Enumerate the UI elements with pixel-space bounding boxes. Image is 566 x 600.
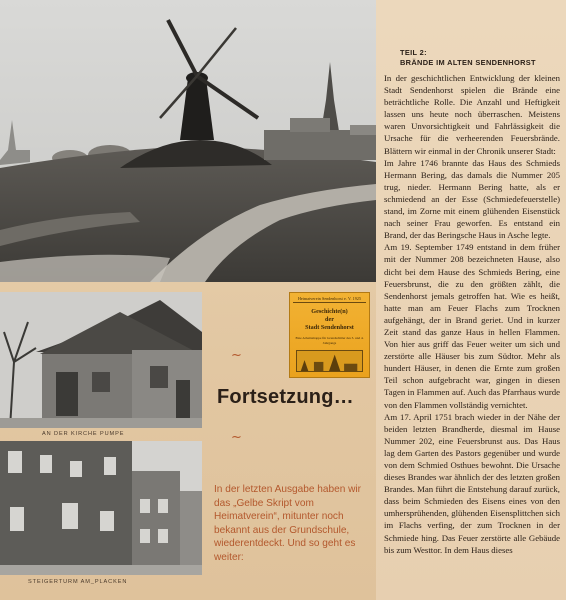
book-title (290, 308, 369, 332)
pumpe-photo (0, 292, 202, 428)
book-cover (289, 292, 370, 378)
article (384, 48, 560, 556)
article-paragraph: Am 19. September 1749 entstand in dem früher mit der Nummer 208 bezeichneten Hause, also dicht bei dem Hause des Schmieds Bering, eine Feuersbrunst, die zu den größten zählt, die Sendenhorst jemals getroffen hat. Wie es heißt, hatte man am Feuer Flachs zum Trocknen aufgehängt, der in Brand geriet. Und in kurzer Zeit stand das ganze Haus in hellen Flammen. Von hier aus griff das Feuer weiter um sich und zerstörte alle Häuser bis zum Südtor. Mehr als hundert Häuser, in denen die Ernte zum großen Teil schon aufgebracht war, gingen in diesen Tagen in Flammen auf. Auch das Pfarrhaus wurde von den Flammen vollständig vernichtet. (384, 242, 560, 410)
continuation-title: Fortsetzung… (217, 386, 354, 408)
book-cover-illustration (296, 350, 363, 372)
wave-divider-icon: ~ (231, 430, 242, 445)
tower-photo (0, 441, 202, 575)
pumpe-caption: AN DER KIRCHE PUMPE (42, 431, 125, 437)
continuation-text: In der letzten Ausgabe haben wir das „Gelbe Skript vom Heimatverein“, mitunter noch bekannt aus der Grundschule, wiederentdeckt. Und so geht es weiter: (214, 484, 362, 563)
book-title-line-1: Geschichte(n) (311, 308, 348, 315)
tower-caption: STEIGERTURM AM_PLACKEN (28, 579, 128, 585)
article-heading-part: TEIL 2: (400, 48, 427, 57)
book-title-line-2: der (325, 316, 334, 323)
article-body (384, 72, 560, 556)
article-heading-title: BRÄNDE IM ALTEN SENDENHORST (400, 58, 536, 67)
book-title-line-3: Stadt Sendenhorst (305, 324, 354, 331)
article-paragraph: In der geschichtlichen Entwicklung der kleinen Stadt Sendenhorst spielen die Brände eine beträchtliche Rolle. Die Anzahl und Heftigkeit lassen uns heute noch überraschen. Meistens waren Unvorsichtigkeit und Fahrlässigkeit die Ursache für die verheerenden Feuersbrände. Blättern wir einmal in der Chronik unserer Stadt: (384, 73, 560, 156)
wave-divider-icon: ~ (231, 348, 242, 363)
article-paragraph: Am 17. April 1751 brach wieder in der Nähe der beiden letzten Brandherde, diesmal im Hause Nummer 202, eine Feuersbrunst aus. Das Haus lag dem Garten des Pastors gegenüber und wurde von dem Schmied Osthues bewohnt. Die Ursache dieses Brandes war ähnlich der des letzten großen Brandes. Man führt die Entstehung darauf zurück, dass beim Schmieden des Eisens eines von den umhersprühenden, glühenden Eisensplittchen sich im Flachs verfing, der zum Trocknen in der Schmiede hing. Das Feuer zerstörte alle Gebäude bis zum Westtor. In dem Haus dieses (384, 411, 560, 555)
article-heading (384, 48, 560, 68)
windmill-photo (0, 0, 376, 282)
book-publisher: Heimatverein Sendenhorst e. V. 1925 (293, 296, 366, 303)
article-paragraph: Im Jahre 1746 brannte das Haus des Schmieds Hermann Bering, das damals die Nummer 205 trug, nieder. Hermann Bering hatte, als er schmiedend an der Esse (Schmiedefeuerstelle) stand, im Zorne mit einem glühenden Eisenstück nach seiner Frau geworfen. Es entstand ein Brand, der das Beringsche Haus in Asche legte. (384, 157, 560, 241)
book-subtitle: Eine Arbeitsmappe für Grundschüler des 3. und 4. Jahrgangs (295, 336, 364, 345)
